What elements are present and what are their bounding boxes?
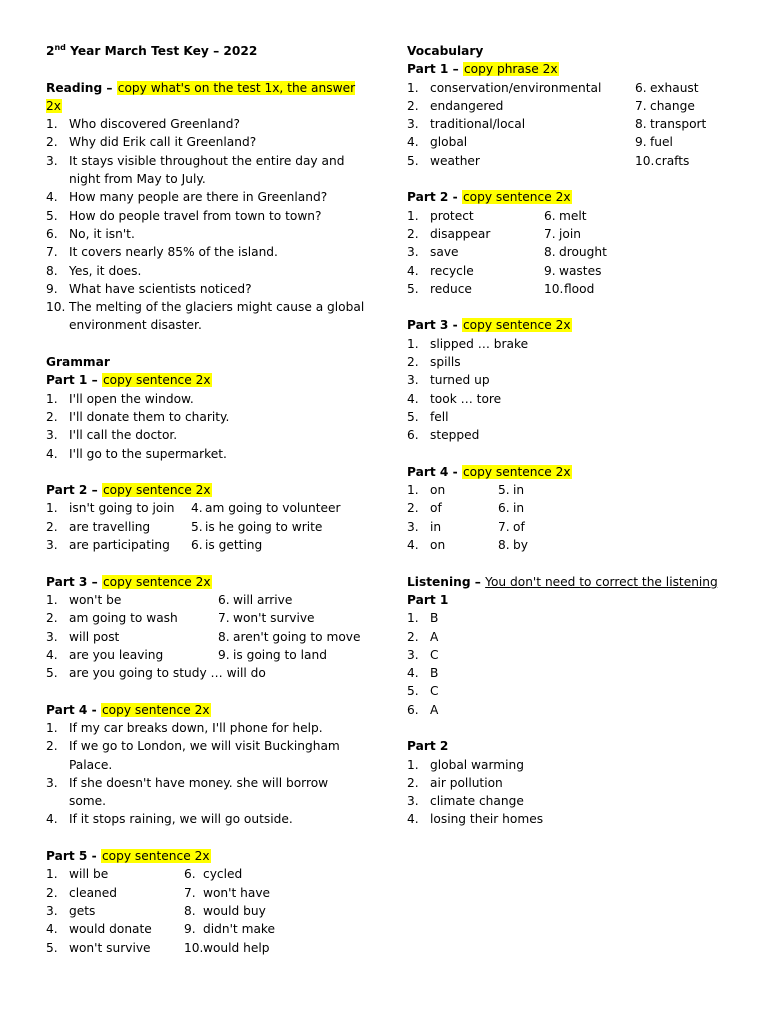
list-item: 2. am going to wash 7. won't survive [46,611,315,626]
list-item: 3. are participating 6. is getting [46,538,263,553]
list-item: 1. slipped … brake [407,336,529,351]
list-item: 4. How many people are there in Greenland? [46,190,328,205]
vocabulary-heading: Vocabulary [407,44,484,58]
list-item: 1. I'll open the window. [46,391,194,406]
listening-note: You don't need to correct the listening [485,574,718,589]
list-item: 1. conservation/environmental 6. exhaust [407,80,699,95]
vocabulary-section [407,42,737,554]
vocab-part1-list [407,79,737,170]
grammar-part4-note: copy sentence 2x [101,702,210,717]
listening-part1-heading: Part 1 [407,592,449,607]
grammar-part3-note: copy sentence 2x [102,574,211,589]
list-item: 1. won't be 6. will arrive [46,592,293,607]
vocab-part1-note: copy phrase 2x [463,62,558,77]
list-item: 3. climate change [407,794,524,809]
left-column [46,42,368,957]
vocab-part3-heading: Part 3 - copy sentence 2x [407,318,571,333]
list-item: 3. turned up [407,373,490,388]
page-title: 2nd Year March Test Key – 2022 [46,43,258,58]
list-item: 3. traditional/local 8. transport [407,117,707,132]
list-item: 5. How do people travel from town to town? [46,208,322,223]
list-item: 4. losing their homes [407,812,544,827]
grammar-part4-heading: Part 4 - copy sentence 2x [46,702,210,717]
list-item: 1. global warming [407,757,524,772]
list-item: 4. global 9. fuel [407,135,673,150]
list-item: 6. A [407,702,439,717]
list-item: 4. would donate 9. didn't make [46,922,276,937]
list-item: 7. It covers nearly 85% of the island. [46,245,278,260]
list-item: 2. cleaned 7. won't have [46,885,271,900]
list-item: 5. fell [407,409,449,424]
list-item: 3. It stays visible throughout the entire day and night from May to July. [46,153,345,187]
list-item: 3. I'll call the doctor. [46,428,178,443]
vocab-part1-heading: Part 1 – copy phrase 2x [407,62,558,77]
reading-note: copy what's on the test 1x, the answer 2x [46,80,356,113]
list-item: 1. isn't going to join 4. am going to volunteer [46,501,341,516]
list-item: 2. are travelling 5. is he going to write [46,519,323,534]
grammar-part1-heading: Part 1 – copy sentence 2x [46,373,211,388]
list-item: 3. in 7. of [407,519,525,534]
list-item: 1. B [407,611,439,626]
list-item: 10. The melting of the glaciers might cause a global environment disaster. [46,300,365,333]
list-item: 6. No, it isn't. [46,226,135,241]
list-item: 4. took … tore [407,391,502,406]
list-item: 2. Why did Erik call it Greenland? [46,135,257,150]
grammar-part5-heading: Part 5 - copy sentence 2x [46,849,210,864]
list-item: 5. won't survive 10. would help [46,940,270,955]
grammar-part5-list [46,865,368,956]
vocab-part4-note: copy sentence 2x [462,464,571,479]
list-item: 3. C [407,647,439,662]
grammar-part2-list [46,499,368,554]
list-item: 2. endangered 7. change [407,98,695,113]
grammar-part2-note: copy sentence 2x [102,483,211,498]
listening-part2-heading: Part 2 [407,739,449,754]
list-item: 2. A [407,629,439,644]
grammar-heading: Grammar [46,355,110,370]
list-item: 5. C [407,684,439,699]
list-item: 4. recycle 9. wastes [407,263,602,278]
list-item: 4. on 8. by [407,538,528,553]
list-item: 1. If my car breaks down, I'll phone for help. [46,720,323,735]
list-item: 2. air pollution [407,775,503,790]
vocab-part4-heading: Part 4 - copy sentence 2x [407,464,571,479]
list-item: 2. I'll donate them to charity. [46,409,230,424]
list-item: 2. If we go to London, we will visit Buckingham Palace. [46,739,340,772]
vocab-part3-note: copy sentence 2x [462,318,571,333]
reading-section [46,79,368,335]
list-item: 1. protect 6. melt [407,208,587,223]
list-item: 1. Who discovered Greenland? [46,117,240,132]
listening-section [407,573,737,829]
list-item: 2. spills [407,355,461,370]
list-item: 9. What have scientists noticed? [46,281,252,296]
vocab-part2-list [407,207,737,298]
list-item: 2. disappear 7. join [407,226,581,241]
list-item: 4. are you leaving 9. is going to land [46,647,327,662]
list-item: 1. on 5. in [407,483,525,498]
vocab-part2-note: copy sentence 2x [462,190,571,205]
list-item: 2. of 6. in [407,501,525,516]
list-item: 4. If it stops raining, we will go outside. [46,812,293,827]
right-column [407,42,737,829]
list-item: 8. Yes, it does. [46,263,142,278]
grammar-part3-list [46,591,368,682]
reading-heading: Reading – copy what's on the test 1x, the answer 2x [46,80,356,113]
list-item: 5. are you going to study … will do [46,666,266,681]
grammar-part1-note: copy sentence 2x [102,373,211,388]
list-item: 3. save 8. drought [407,245,607,260]
list-item: 3. gets 8. would buy [46,903,266,918]
grammar-part3-heading: Part 3 – copy sentence 2x [46,574,211,589]
list-item: 4. I'll go to the supermarket. [46,446,227,461]
listening-heading: Listening – You don't need to correct the listening [407,574,718,589]
list-item: 3. will post 8. aren't going to move [46,629,361,644]
grammar-part5-note: copy sentence 2x [101,849,210,864]
reading-list [46,115,368,335]
list-item: 3. If she doesn't have money. she will borrow some. [46,775,329,809]
vocab-part2-heading: Part 2 - copy sentence 2x [407,190,571,205]
list-item: 5. weather 10. crafts [407,153,690,168]
grammar-part2-heading: Part 2 – copy sentence 2x [46,483,211,498]
list-item: 6. stepped [407,428,480,443]
grammar-section [46,353,368,957]
list-item: 4. B [407,666,439,681]
vocab-part4-list [407,481,737,554]
list-item: 1. will be 6. cycled [46,867,243,882]
list-item: 5. reduce 10. flood [407,281,595,296]
